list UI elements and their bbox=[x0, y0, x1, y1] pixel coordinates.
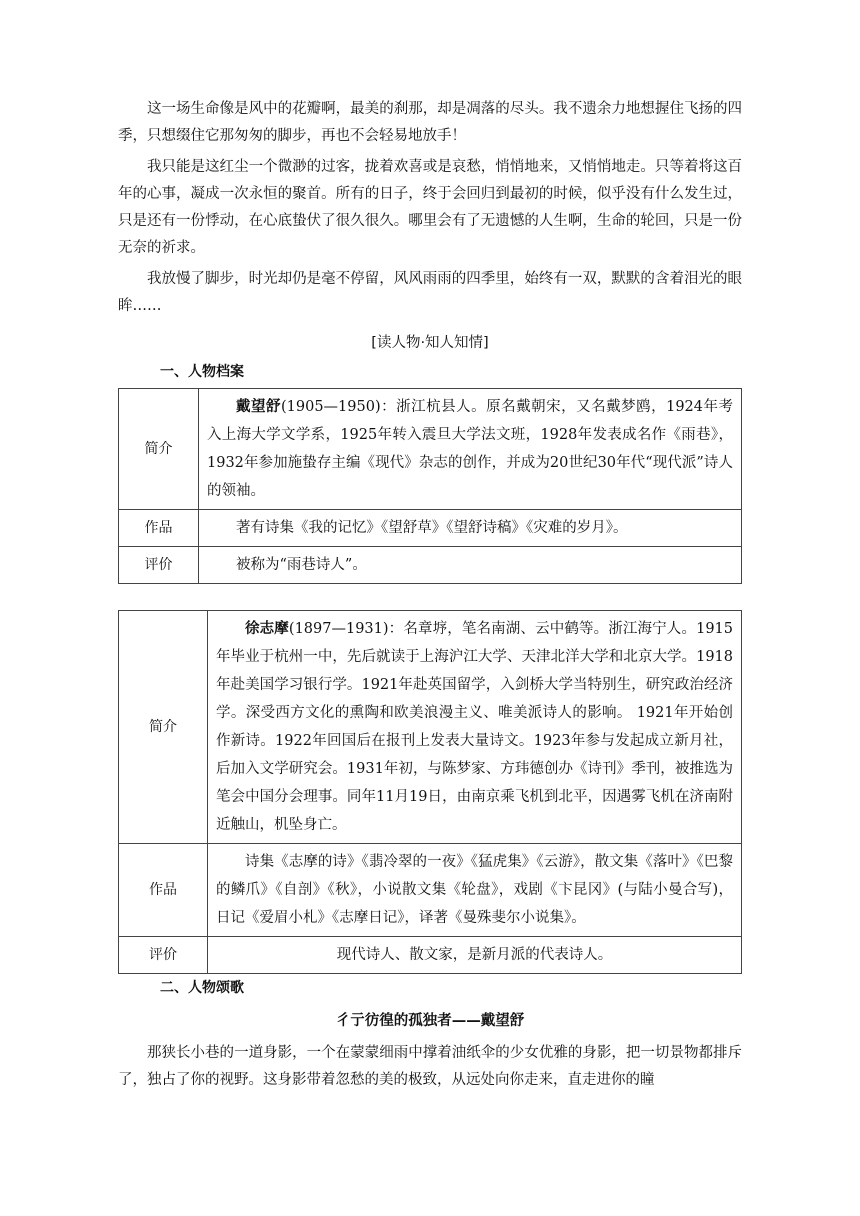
eval-text: 被称为“雨巷诗人”。 bbox=[236, 557, 367, 573]
closing-paragraph: 那狭长小巷的一道身影，一个在蒙蒙细雨中撑着油纸伞的少女优雅的身影，把一切景物都排斥了，独占了你的视野。这身影带着忽愁的美的极致，从远处向你走来，直走进你的瞳 bbox=[118, 1045, 742, 1088]
eval-text: 现代诗人、散文家，是新月派的代表诗人。 bbox=[336, 947, 613, 963]
works-cell bbox=[208, 844, 742, 937]
works-cell bbox=[199, 510, 742, 547]
works-text: 诗集《志摩的诗》《翡冷翠的一夜》《猛虎集》《云游》，散文集《落叶》《巴黎的鳞爪》《自剖》《秋》，小说散文集《轮盘》，戏剧《卞昆冈》(与陆小曼合写)，日记《爱眉小札》《志摩日记》，译著《曼殊斐尔小说集》。 bbox=[216, 854, 733, 926]
person-name: 戴望舒 bbox=[236, 399, 281, 415]
profile-table-xu-zhimo bbox=[118, 610, 742, 974]
intro-text: (1897—1931)：名章垿，笔名南湖、云中鹤等。浙江海宁人。1915年毕业于杭州一中，先后就读于上海沪江大学、天津北洋大学和北京大学。1918年赴美国学习银行学。1921年赴英国留学，入剑桥大学当特别生，研究政治经济学。深受西方文化的熏陶和欧美浪漫主义、唯美派诗人的影响。 1921年开始创作新诗。1922年回国后在报刊上发表大量诗文。1923年参与发起成立新月社，后加入文学研究会。1931年初，与陈梦家、方玮德创办《诗刊》季刊，被推选为笔会中国分会理事。同年11月19日，由南京乘飞机到北平，因遇雾飞机在济南附近触山，机坠身亡。 bbox=[216, 621, 733, 833]
intro-label: 简介 bbox=[119, 389, 199, 510]
works-label: 作品 bbox=[119, 510, 199, 547]
table-row bbox=[119, 611, 742, 844]
intro-paragraph-1: 这一场生命像是风中的花瓣啊，最美的刹那，却是凋落的尽头。我不遗余力地想握住飞扬的四季，只想缀住它那匆匆的脚步，再也不会轻易地放手！ bbox=[118, 101, 742, 144]
intro-paragraph-3: 我放慢了脚步，时光却仍是毫不停留，风风雨雨的四季里，始终有一双，默默的含着泪光的眼眸…… bbox=[118, 271, 742, 314]
section-banner: [读人物·知人知情] bbox=[371, 335, 489, 351]
table-row bbox=[119, 937, 742, 974]
poem-title: 彳亍彷徨的孤独者——戴望舒 bbox=[335, 1013, 525, 1029]
eval-label: 评价 bbox=[119, 937, 208, 974]
intro-text: (1905—1950)：浙江杭县人。原名戴朝宋，又名戴梦鸥，1924年考入上海大学文学系，1925年转入震旦大学法文班，1928年发表成名作《雨巷》，1932年参加施蛰存主编《现代》杂志的创作，并成为20世纪30年代“现代派”诗人的领袖。 bbox=[207, 399, 733, 499]
works-label: 作品 bbox=[119, 844, 208, 937]
intro-paragraph-2: 我只能是这红尘一个微渺的过客，拢着欢喜或是哀愁，悄悄地来，又悄悄地走。只等着将这百年的心事，凝成一次永恒的聚首。所有的日子，终于会回归到最初的时候，似乎没有什么发生过，只是还有一份悸动，在心底蛰伏了很久很久。哪里会有了无遗憾的人生啊，生命的轮回，只是一份无奈的祈求。 bbox=[118, 159, 742, 256]
section1-title: 一、人物档案 bbox=[160, 364, 244, 380]
eval-label: 评价 bbox=[119, 547, 199, 584]
intro-cell bbox=[208, 611, 742, 844]
eval-cell bbox=[199, 547, 742, 584]
table-row bbox=[119, 547, 742, 584]
table-row bbox=[119, 389, 742, 510]
intro-cell bbox=[199, 389, 742, 510]
eval-cell bbox=[208, 937, 742, 974]
profile-table-dai-wangshu bbox=[118, 388, 742, 584]
works-text: 著有诗集《我的记忆》《望舒草》《望舒诗稿》《灾难的岁月》。 bbox=[236, 520, 628, 536]
table-row bbox=[119, 510, 742, 547]
document-page bbox=[118, 96, 742, 1098]
person-name: 徐志摩 bbox=[245, 621, 289, 637]
table-row bbox=[119, 844, 742, 937]
intro-label: 简介 bbox=[119, 611, 208, 844]
section2-title: 二、人物颂歌 bbox=[160, 980, 244, 996]
